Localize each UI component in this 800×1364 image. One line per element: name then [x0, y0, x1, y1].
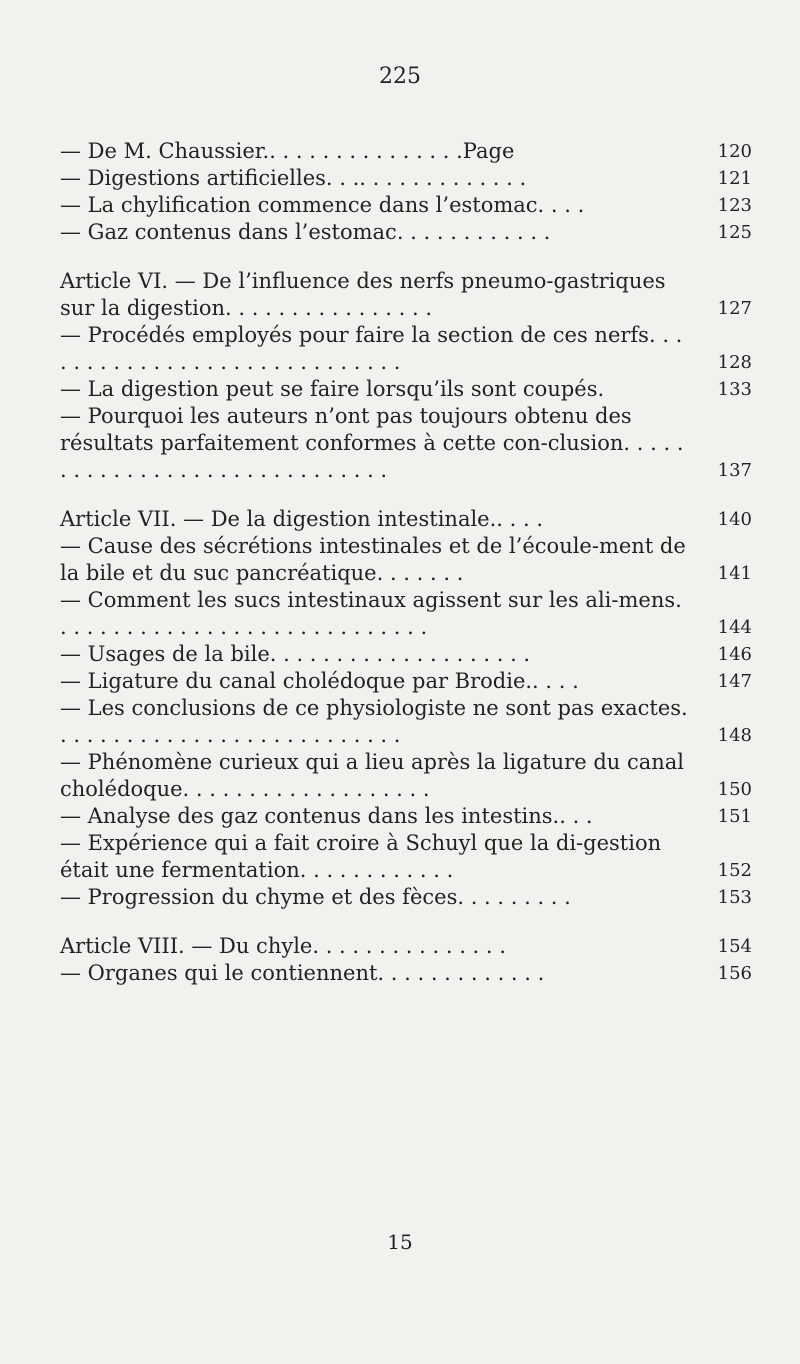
entry-page: 154 — [717, 936, 752, 957]
entry-text: — Analyse des gaz contenus dans les intestins.. . . — [60, 804, 593, 828]
entry-page: 121 — [717, 168, 752, 189]
entry-page: 137 — [717, 460, 752, 481]
toc-article-entry — [60, 506, 752, 533]
entry-text: — Digestions artificielles. . .. . . . . . . . . . . . . — [60, 166, 527, 190]
toc-entry — [60, 587, 752, 641]
entry-page: 133 — [717, 379, 752, 400]
toc-entry — [60, 165, 752, 192]
entry-text: Article VI. — De l’influence des nerfs pneumo-gastriques sur la digestion. . . . . . . . . . . . . . . . — [60, 269, 666, 320]
entry-text: — La chylification commence dans l’estomac. . . . — [60, 193, 585, 217]
entry-text: — La digestion peut se faire lorsqu’ils sont coupés. — [60, 377, 605, 401]
entry-page: 125 — [717, 222, 752, 243]
entry-page: 127 — [717, 298, 752, 319]
entry-text: — Procédés employés pour faire la section de ces nerfs. . . . . . . . . . . . . . . . . . . . . . . . . . . . . — [60, 323, 683, 374]
entry-page: 144 — [717, 617, 752, 638]
toc-entry — [60, 960, 752, 987]
entry-page: 147 — [717, 671, 752, 692]
toc-entry — [60, 668, 752, 695]
entry-text: — Cause des sécrétions intestinales et de l’écoule-ment de la bile et du suc pancréatique. . . . . . . — [60, 534, 686, 585]
toc-entry — [60, 376, 752, 403]
entry-page: 123 — [717, 195, 752, 216]
entry-page: 146 — [717, 644, 752, 665]
entry-page: 140 — [717, 509, 752, 530]
entry-text: — Usages de la bile. . . . . . . . . . . . . . . . . . . . — [60, 642, 531, 666]
toc-entry — [60, 884, 752, 911]
entry-text: — Organes qui le contiennent. . . . . . . . . . . . . — [60, 961, 545, 985]
toc-article-entry — [60, 268, 752, 322]
entry-page: 151 — [717, 806, 752, 827]
entry-text: — Les conclusions de ce physiologiste ne sont pas exactes. . . . . . . . . . . . . . . . . . . . . . . . . . . — [60, 696, 688, 747]
toc-entry — [60, 641, 752, 668]
entry-text: — Gaz contenus dans l’estomac. . . . . . . . . . . . — [60, 220, 551, 244]
entry-page: 153 — [717, 887, 752, 908]
page-number: 225 — [379, 64, 421, 89]
signature-mark: 15 — [387, 1230, 413, 1254]
toc-entry — [60, 138, 752, 165]
toc-entry — [60, 322, 752, 376]
toc-article-entry — [60, 933, 752, 960]
entry-text: — De M. Chaussier.. . . . . . . . . . . . . . .Page — [60, 139, 515, 163]
entry-text: Article VIII. — Du chyle. . . . . . . . . . . . . . . — [60, 934, 506, 958]
toc-entry — [60, 533, 752, 587]
entry-text: — Ligature du canal cholédoque par Brodie.. . . . — [60, 669, 579, 693]
entry-page: 152 — [717, 860, 752, 881]
entry-text: — Pourquoi les auteurs n’ont pas toujours obtenu des résultats parfaitement conformes à cette con-clusion. . . . . . . . . . . . . . . . . . . . . . . . . . . . . . — [60, 404, 684, 482]
entry-page: 150 — [717, 779, 752, 800]
entry-page: 120 — [717, 141, 752, 162]
entry-text: — Progression du chyme et des fèces. . . . . . . . . — [60, 885, 571, 909]
entry-page: 141 — [717, 563, 752, 584]
toc-entry — [60, 695, 752, 749]
toc-entry — [60, 192, 752, 219]
toc-entry — [60, 830, 752, 884]
entry-page: 128 — [717, 352, 752, 373]
toc-entry — [60, 219, 752, 246]
entry-page: 148 — [717, 725, 752, 746]
entry-text: — Comment les sucs intestinaux agissent sur les ali-mens. . . . . . . . . . . . . . . . . . . . . . . . . . . . . — [60, 588, 682, 639]
table-of-contents — [0, 138, 800, 987]
toc-entry — [60, 749, 752, 803]
toc-entry — [60, 403, 752, 484]
entry-text: Article VII. — De la digestion intestinale.. . . . — [60, 507, 544, 531]
entry-text: — Expérience qui a fait croire à Schuyl que la di-gestion était une fermentation. . . . . . . . . . . . — [60, 831, 662, 882]
entry-page: 156 — [717, 963, 752, 984]
toc-entry — [60, 803, 752, 830]
entry-text: — Phénomène curieux qui a lieu après la ligature du canal cholédoque. . . . . . . . . . . . . . . . . . . — [60, 750, 685, 801]
